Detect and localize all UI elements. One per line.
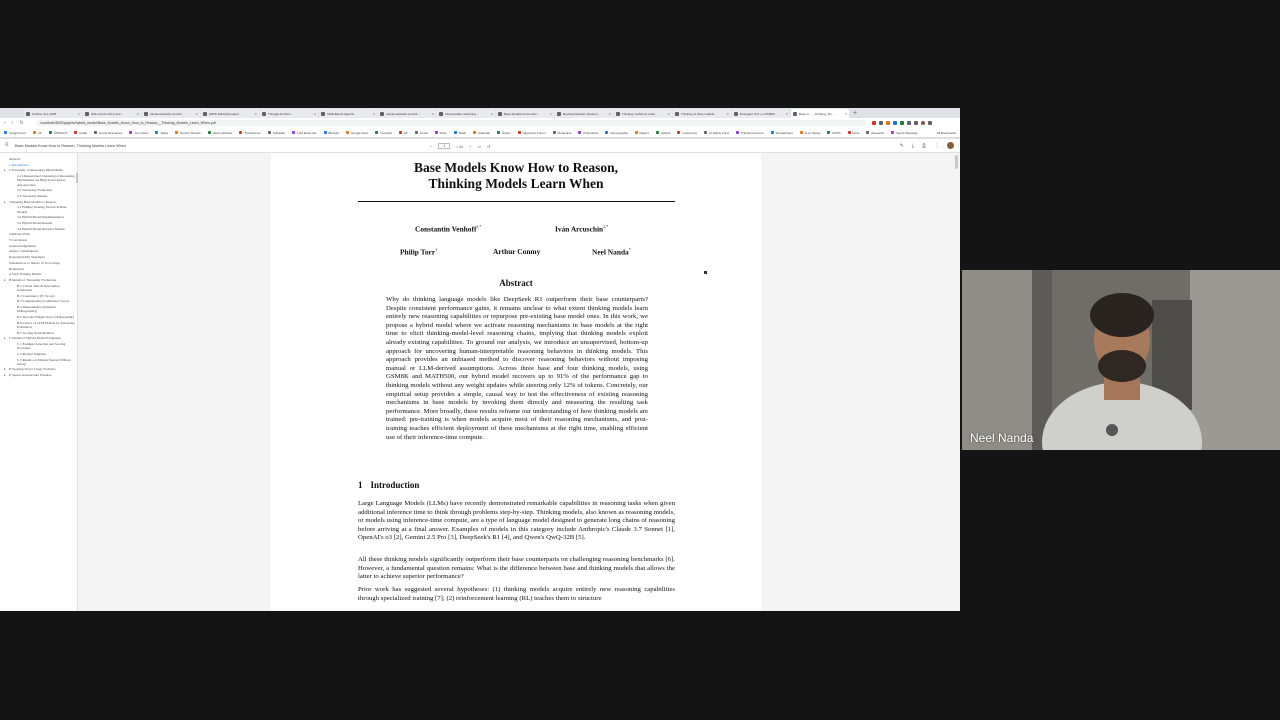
outline-item-label: 1 Introduction (9, 162, 29, 167)
browser-tab[interactable] (319, 109, 377, 118)
bookmark-item[interactable] (578, 131, 598, 135)
outline-item[interactable] (4, 249, 75, 253)
browser-tab[interactable] (496, 109, 554, 118)
bookmark-favicon-icon (94, 131, 97, 134)
bookmark-label: Notion (502, 130, 511, 135)
body-paragraph: All these thinking models significantly outperform their base counterparts on challenging reasoning benchmarks [6]. However, a fundamental question remains: What is the difference between base and thinking models that allows the latter to achieve superior performance? (358, 556, 675, 581)
bookmark-label: Lesswrong (682, 130, 697, 135)
outline-item[interactable] (4, 157, 75, 161)
bookmark-item[interactable] (208, 131, 233, 135)
bookmark-label: NNSIGHT (53, 130, 68, 135)
tab-close-icon[interactable]: × (726, 110, 729, 116)
outline-item-label: B.6 Choice of LLM Models for Taxonomy Evaluation (17, 320, 75, 329)
bookmark-item[interactable] (848, 131, 860, 135)
browser-tab[interactable] (378, 109, 436, 118)
bookmark-label: Arxiv Sanity (804, 130, 821, 135)
expand-caret-icon[interactable]: ▸ (4, 199, 6, 204)
tab-label: nanda.substack.com/i/1… (150, 111, 185, 116)
bookmark-favicon-icon (866, 131, 869, 134)
browser-tab[interactable] (673, 109, 731, 118)
browser-toolbar (0, 118, 960, 128)
bookmark-label: nnsight docs (9, 130, 26, 135)
outline-item[interactable] (4, 221, 75, 225)
extension-icon[interactable] (907, 121, 911, 125)
outline-item[interactable] (4, 194, 75, 198)
outline-item[interactable] (4, 299, 75, 303)
title-rule (358, 201, 675, 202)
body-paragraph: Large Language Models (LLMs) have recently demonstrated remarkable capabilities in reasoning tasks when given additional inference time to think through problems step-by-step. Thinking models, also known as reasoning models, or models using inference-time compute, are a type of language model designed to generate long chains of reasoning before arriving at a final answer. Examples of models in this category include Anthropic's Claude 3.7 Sonnet [1], OpenAI's o3 [2], Gemini 2.5 Pro [3], DeepSeek's R1 [4], and Qwen's QwQ-32B [5]. (358, 500, 675, 542)
browser-tab[interactable] (791, 109, 849, 118)
outline-item-label: 3.2 Hybrid Model Implementation (17, 215, 64, 220)
bookmark-item[interactable] (656, 131, 670, 135)
bookmark-label: Colab (79, 130, 88, 135)
outline-item[interactable] (4, 215, 75, 219)
participant-video-tile[interactable] (962, 270, 1280, 450)
outline-scrollbar[interactable] (76, 173, 78, 183)
zoom-out-icon[interactable]: − (430, 143, 433, 149)
address-bar[interactable] (36, 120, 866, 126)
bookmark-item[interactable] (704, 131, 729, 135)
outline-item[interactable] (4, 278, 75, 282)
pdf-page-controls (430, 143, 491, 149)
bookmark-item[interactable] (827, 131, 840, 135)
outline-item[interactable] (4, 342, 75, 350)
outline-item-label: C.1 Example Selection and Scoring Procedure (17, 341, 66, 351)
browser-tab[interactable] (201, 109, 259, 118)
extension-icon[interactable] (872, 121, 876, 125)
section-title: Introduction (370, 480, 420, 490)
outline-item-label: B.1 Cluster Title & Description Generation (17, 283, 60, 292)
bookmark-favicon-icon (129, 131, 132, 134)
outline-item-label: B.5 Decoder Weight Vector Orthogonality (17, 314, 75, 319)
tab-close-icon[interactable]: × (254, 110, 257, 116)
outline-item[interactable] (4, 272, 75, 276)
paper-title-line: Thinking Models Learn When (428, 176, 604, 191)
new-tab-button[interactable]: + (853, 110, 858, 117)
tab-label: Self-correct with a few… (91, 111, 124, 116)
bookmark-favicon-icon (848, 131, 851, 134)
bookmark-item[interactable] (415, 131, 428, 135)
bookmark-favicon-icon (324, 131, 327, 134)
outline-item[interactable] (4, 232, 75, 236)
bookmark-item[interactable] (4, 131, 26, 135)
bookmark-label: AI Safety Fund (708, 130, 729, 135)
bookmark-label: Neuron Review (180, 130, 201, 135)
annotate-icon[interactable]: ✎ (899, 142, 904, 149)
profile-icon[interactable] (921, 121, 925, 125)
pdf-viewer-body (0, 153, 960, 611)
rotate-icon[interactable]: ↺ (487, 143, 491, 149)
outline-item-label: B.7 Scoring Normalization (17, 330, 54, 335)
paper-title (271, 160, 761, 192)
bookmark-label: Neuronpedia (610, 130, 628, 135)
participant-video (962, 270, 1280, 450)
menu-icon[interactable] (928, 121, 932, 125)
bookmark-label: Overleaf (380, 130, 392, 135)
bookmark-item[interactable] (33, 131, 42, 135)
mouse-cursor (704, 271, 707, 274)
outline-item-label: 3.1 Finding Steering Vectors in Base Models (17, 205, 67, 214)
bookmark-favicon-icon (4, 131, 7, 134)
bookmark-item[interactable] (292, 131, 317, 135)
bookmark-favicon-icon (239, 131, 242, 134)
bookmark-label: Docs (852, 130, 860, 135)
bookmark-label: Core Docs (134, 130, 149, 135)
outline-item[interactable] (4, 315, 75, 319)
bookmark-item[interactable] (129, 131, 148, 135)
tab-label: nanda.substack.com/i/1… (386, 111, 421, 116)
author: Constantin Venhoff$^{1,*}$ (415, 224, 482, 234)
bookmark-item[interactable] (866, 131, 884, 135)
tab-favicon-icon (262, 112, 266, 116)
outline-item[interactable] (4, 358, 75, 366)
bookmark-label: MATS (832, 130, 841, 135)
paper-title-line: Base Models Know How to Reason, (413, 160, 618, 175)
browser-tab[interactable] (24, 109, 82, 118)
zoom-in-icon[interactable]: + (469, 143, 472, 149)
expand-caret-icon[interactable]: ▸ (4, 367, 6, 372)
outline-item[interactable] (4, 373, 75, 377)
tab-label: SWE-Bench Agentic… (327, 111, 358, 116)
tab-favicon-icon (557, 112, 561, 116)
outline-item-label: C.3 Results on Models Steered Without Sweep (17, 357, 71, 366)
tab-favicon-icon (380, 112, 384, 116)
shared-screen-browser (0, 108, 960, 611)
bookmark-label: HF (403, 130, 408, 135)
back-icon[interactable]: ‹ (4, 120, 6, 126)
bookmark-item[interactable] (49, 131, 68, 135)
outline-item[interactable] (4, 321, 75, 329)
tab-favicon-icon (26, 112, 30, 116)
bookmark-item[interactable] (497, 131, 511, 135)
outline-item[interactable] (4, 188, 75, 192)
bookmark-label: Neel's Website (212, 130, 233, 135)
print-icon[interactable]: ⎙ (921, 142, 926, 149)
page-number-input[interactable]: 1 (438, 143, 450, 149)
bookmark-favicon-icon (891, 131, 894, 134)
tab-label: Interpretable reasoning… (445, 111, 479, 116)
bookmark-label: Alignment Forum (522, 130, 546, 135)
bookmark-item[interactable] (346, 131, 368, 135)
tab-favicon-icon (85, 112, 89, 116)
tab-favicon-icon (439, 112, 443, 116)
tab-close-icon[interactable]: × (77, 110, 80, 116)
bookmark-label: GitHub (661, 130, 671, 135)
outline-item[interactable] (4, 255, 75, 259)
outline-item[interactable] (4, 331, 75, 335)
bookmark-favicon-icon (375, 131, 378, 134)
bookmark-label: Neel's Meetings (896, 130, 918, 135)
bookmark-favicon-icon (656, 131, 659, 134)
bookmark-label: Transformer (244, 130, 261, 135)
page-total: / 44 (456, 143, 464, 149)
outline-item-label: 3 Steering Base Models to Reason (9, 199, 56, 204)
hamburger-menu-icon[interactable]: ≡ (5, 142, 9, 148)
browser-tab[interactable] (83, 109, 141, 118)
outline-item-label: Abstract (9, 157, 21, 161)
bookmark-favicon-icon (497, 131, 500, 134)
bookmark-label: Slack (458, 130, 466, 135)
bookmark-favicon-icon (736, 131, 739, 134)
author: Arthur Conmy (493, 247, 541, 256)
pdf-toolbar (0, 139, 960, 153)
fit-page-icon[interactable]: ▭ (477, 143, 482, 149)
tab-label: Base m… _Thinking_Mo… (799, 111, 835, 116)
author: Philip Torr$^1$ (400, 247, 438, 257)
section-heading (358, 480, 419, 490)
bookmark-favicon-icon (175, 131, 178, 134)
bookmark-favicon-icon (208, 131, 211, 134)
outline-item-label: A SAE Training Details (9, 272, 42, 277)
tab-strip (0, 108, 960, 118)
tab-close-icon[interactable]: × (667, 110, 670, 116)
pdf-outline-sidebar[interactable] (0, 153, 78, 611)
download-icon[interactable] (914, 121, 918, 125)
tab-close-icon[interactable]: × (608, 110, 611, 116)
outline-item-label: Statement as to Impact of Tool Usage (9, 260, 60, 265)
tab-favicon-icon (734, 112, 738, 116)
bookmark-favicon-icon (771, 131, 774, 134)
browser-tab[interactable] (142, 109, 200, 118)
bookmark-favicon-icon (635, 131, 638, 134)
bookmark-favicon-icon (74, 131, 77, 134)
bookmark-item[interactable] (239, 131, 260, 135)
bookmark-label: Spreadsheet (775, 130, 793, 135)
extension-icons (872, 121, 932, 125)
outline-item-label: B Details of Taxonomy Evaluation (9, 277, 57, 282)
tab-close-icon[interactable]: × (844, 110, 847, 116)
bookmark-favicon-icon (454, 131, 457, 134)
tab-label: Thought Anchors… (268, 111, 294, 116)
outline-item[interactable] (4, 267, 75, 271)
bookmark-favicon-icon (268, 131, 271, 134)
tab-favicon-icon (793, 112, 797, 116)
tab-favicon-icon (144, 112, 148, 116)
bookmark-favicon-icon (399, 131, 402, 134)
bookmark-item[interactable] (677, 131, 697, 135)
forward-icon[interactable]: › (11, 120, 14, 126)
outline-item-label: B.3 Completeness (Confidence Score) (17, 299, 69, 304)
tab-label: October 3rd, 2025 (32, 111, 57, 116)
bookmark-item[interactable] (553, 131, 572, 135)
outline-item-label: B.2 Consistency (F1 Score) (17, 293, 55, 298)
outline-item[interactable] (4, 336, 75, 340)
bookmark-favicon-icon (605, 131, 608, 134)
bookmark-label: Gmail (419, 130, 428, 135)
bookmark-favicon-icon (435, 131, 438, 134)
tab-label: Thinking models at scale… (622, 111, 659, 116)
outline-item[interactable] (4, 294, 75, 298)
expand-caret-icon[interactable]: ▸ (4, 277, 6, 282)
bookmark-item[interactable] (435, 131, 447, 135)
tab-close-icon[interactable]: × (785, 110, 788, 116)
abstract-text: Why do thinking language models like DeepSeek R1 outperform their base counterparts? Despite consistent performance gains, it remains unclear to what extent thinking models learn entirely new reasoning capabilities or repurpose pre-existing base model ones. In this work, we propose a hybrid model where we activate reasoning mechanisms in base models at the right time to elicit thinking-model-level reasoning chains, implying that thinking models exploit already existing capabilities. To ground our analysis, we introduce an unsupervised, bottom-up approach for uncovering human-interpretable reasoning behaviors in thinking models. This approach provides an unbiased method to discover reasoning behaviors without imposing manual or LLM-derived assumptions. Across three base and four thinking models, using GSM8K and MATH500, our hybrid model recovers up to 91% of the performance gap to thinking models without any weight updates while steering only 12% of tokens. Concretely, our empirical setup provides a simple, causal way to test the effectiveness of existing reasoning mechanisms in base models by invoking them directly and measuring the resulting task performance. More broadly, these results reframe our understanding of how thinking models are trained: pre-training is when models acquire most of their reasoning mechanisms, and post-training teaches efficient deployment of these mechanisms at the right time, enabling efficient use of their inference-time compute. (386, 296, 648, 441)
bookmarks-bar (0, 128, 960, 138)
bookmark-item[interactable] (175, 131, 201, 135)
bookmark-item[interactable] (771, 131, 793, 135)
tab-favicon-icon (675, 112, 679, 116)
bookmark-label: Research (871, 130, 885, 135)
bookmark-item[interactable] (375, 131, 391, 135)
tab-close-icon[interactable]: × (313, 110, 316, 116)
bookmark-favicon-icon (827, 131, 830, 134)
outline-item-label: Acknowledgements (9, 243, 36, 248)
download-pdf-icon[interactable]: ⤓ (911, 142, 914, 149)
bookmark-label: LLM Eval Lists (297, 130, 317, 135)
outline-item[interactable] (4, 227, 75, 231)
bookmark-favicon-icon (578, 131, 581, 134)
outline-item[interactable] (4, 168, 75, 172)
tab-close-icon[interactable]: × (136, 110, 139, 116)
outline-item-label: 2 Taxonomy of Reasoning Mechanisms (9, 168, 63, 173)
expand-caret-icon[interactable]: ▸ (4, 373, 6, 378)
browser-tab[interactable] (555, 109, 613, 118)
outline-item-label: Author Contributions (9, 249, 39, 254)
bookmark-label: Substack (272, 130, 286, 135)
tab-label: [2506.1041] Emergent… (209, 111, 242, 116)
bookmark-item[interactable] (635, 131, 650, 135)
outline-item[interactable] (4, 163, 75, 167)
bookmark-label: Metaculus (557, 130, 572, 135)
bookmark-favicon-icon (473, 131, 476, 134)
tab-close-icon[interactable]: × (490, 110, 493, 116)
tab-close-icon[interactable]: × (431, 110, 434, 116)
outline-item[interactable] (4, 244, 75, 248)
all-bookmarks-button[interactable]: All Bookmarks (936, 131, 956, 135)
author: Neel Nanda* (592, 247, 631, 257)
bookmark-item[interactable] (454, 131, 466, 135)
bookmark-label: Papers (639, 130, 650, 135)
outline-item-label: C.2 Prompt Template (17, 351, 46, 356)
outline-item[interactable] (4, 174, 75, 187)
tab-favicon-icon (498, 112, 502, 116)
outline-item-label: 3.3 Hybrid Model Results (17, 220, 53, 225)
outline-item-label: 2.3 Taxonomy Results (17, 193, 48, 198)
bookmark-favicon-icon (49, 131, 52, 134)
tab-close-icon[interactable]: × (372, 110, 375, 116)
outline-item[interactable] (4, 261, 75, 265)
outline-item-label: B.4 Independence (Semantic Orthogonality) (17, 304, 57, 314)
bookmark-label: Google Docs (351, 130, 369, 135)
bookmark-favicon-icon (704, 131, 707, 134)
abstract-heading: Abstract (499, 278, 533, 288)
expand-caret-icon[interactable]: ▸ (4, 168, 6, 173)
outline-item-label: D Steering Vector Usage Statistics (9, 367, 56, 372)
more-options-icon[interactable]: ⋮ (934, 142, 939, 149)
bookmark-item[interactable] (800, 131, 821, 135)
bookmark-favicon-icon (553, 131, 556, 134)
outline-item-label: 2.2 Taxonomy Evaluation (17, 188, 53, 193)
outline-item[interactable] (4, 205, 75, 213)
bookmark-favicon-icon (292, 131, 295, 134)
bookmark-label: Bluesky (328, 130, 340, 135)
bookmark-item[interactable] (736, 131, 764, 135)
outline-item-label: C Details of Hybrid Model Evaluation (9, 336, 62, 341)
bookmark-favicon-icon (800, 131, 803, 134)
section-number: 1 (358, 480, 363, 490)
extension-icon[interactable] (893, 121, 897, 125)
outline-item-label: E Sparse Autoencoder Features (9, 373, 52, 378)
bookmark-favicon-icon (155, 131, 158, 134)
tab-label: Base Models Know How… (504, 111, 540, 116)
tab-label: Revised Abstract: Reason… (563, 111, 601, 116)
browser-tab[interactable] (614, 109, 672, 118)
bookmark-favicon-icon (415, 131, 418, 134)
outline-item-label: 2.1 Unsupervised Clustering of Reasoning Mechanisms via High-Level Sparse Autoencoders (17, 174, 75, 187)
outline-item-label: 5 Conclusion (9, 238, 27, 243)
tab-favicon-icon (203, 112, 207, 116)
pdf-document-title: Base Models Know How to Reason, Thinking Models Learn When (15, 144, 126, 148)
tab-favicon-icon (616, 112, 620, 116)
browser-tab[interactable] (260, 109, 318, 118)
pdf-page (271, 153, 761, 611)
bookmark-item[interactable] (518, 131, 546, 135)
tab-close-icon[interactable]: × (195, 110, 198, 116)
bookmark-item[interactable] (891, 131, 917, 135)
participant-name: Neel Nanda (970, 431, 1034, 445)
outline-item-label: 4 Related Work (9, 232, 31, 237)
bookmark-favicon-icon (346, 131, 349, 134)
reload-icon[interactable]: ↻ (19, 120, 24, 126)
bookmark-item[interactable] (74, 131, 87, 135)
expand-caret-icon[interactable]: ▸ (4, 336, 6, 341)
address-url: localhost:8000/papers/hybrid_model/Base_Models_Know_How_to_Reason__Thinking_Models_Learn_When.pdf (40, 121, 216, 125)
extension-icon[interactable] (879, 121, 883, 125)
bookmark-label: Polymarket (583, 130, 599, 135)
body-paragraph: Prior work has suggested several hypotheses: (1) thinking models acquire entirely new reasoning capabilities through specialized training [7]; (2) reinforcement learning (RL) teaches them to structure (358, 586, 675, 602)
bookmark-item[interactable] (605, 131, 627, 135)
bookmark-label: Calendar (477, 130, 491, 135)
outline-item[interactable] (4, 305, 75, 313)
browser-tab[interactable] (732, 109, 790, 118)
bookmark-label: Arena Resources (99, 130, 123, 135)
bookmark-label: TransformerLens (740, 130, 764, 135)
outline-item[interactable] (4, 238, 75, 242)
bookmark-label: AF (37, 130, 42, 135)
pdf-actions (900, 142, 954, 149)
outline-item-label: 3.4 Hybrid Model Ablation Studies (17, 226, 65, 231)
extension-icon[interactable] (886, 121, 890, 125)
extension-icon[interactable] (900, 121, 904, 125)
author: Iván Arcuschin$^{2,*}$ (555, 224, 609, 234)
avatar[interactable] (947, 142, 954, 149)
tab-label: Emergent CoT on GSM8K… (740, 111, 778, 116)
tab-close-icon[interactable]: × (549, 110, 552, 116)
browser-tab[interactable] (437, 109, 495, 118)
bookmark-item[interactable] (473, 131, 490, 135)
bookmark-item[interactable] (94, 131, 122, 135)
bookmark-item[interactable] (155, 131, 168, 135)
outline-item[interactable] (4, 367, 75, 371)
bookmark-item[interactable] (268, 131, 285, 135)
bookmark-favicon-icon (33, 131, 36, 134)
outline-item[interactable] (4, 200, 75, 204)
outline-item-label: Reproducibility Statement (9, 255, 45, 260)
bookmark-item[interactable] (324, 131, 340, 135)
tab-favicon-icon (321, 112, 325, 116)
bookmark-favicon-icon (677, 131, 680, 134)
outline-item[interactable] (4, 352, 75, 356)
tab-label: Thinking vs base models… (681, 111, 718, 116)
bookmark-item[interactable] (399, 131, 408, 135)
outline-item-label: References (9, 266, 25, 271)
bookmark-favicon-icon (518, 131, 521, 134)
bookmark-label: Tasks (160, 130, 169, 135)
bookmark-label: Drive (439, 130, 447, 135)
page-scrollbar[interactable] (955, 155, 958, 169)
outline-item[interactable] (4, 284, 75, 292)
